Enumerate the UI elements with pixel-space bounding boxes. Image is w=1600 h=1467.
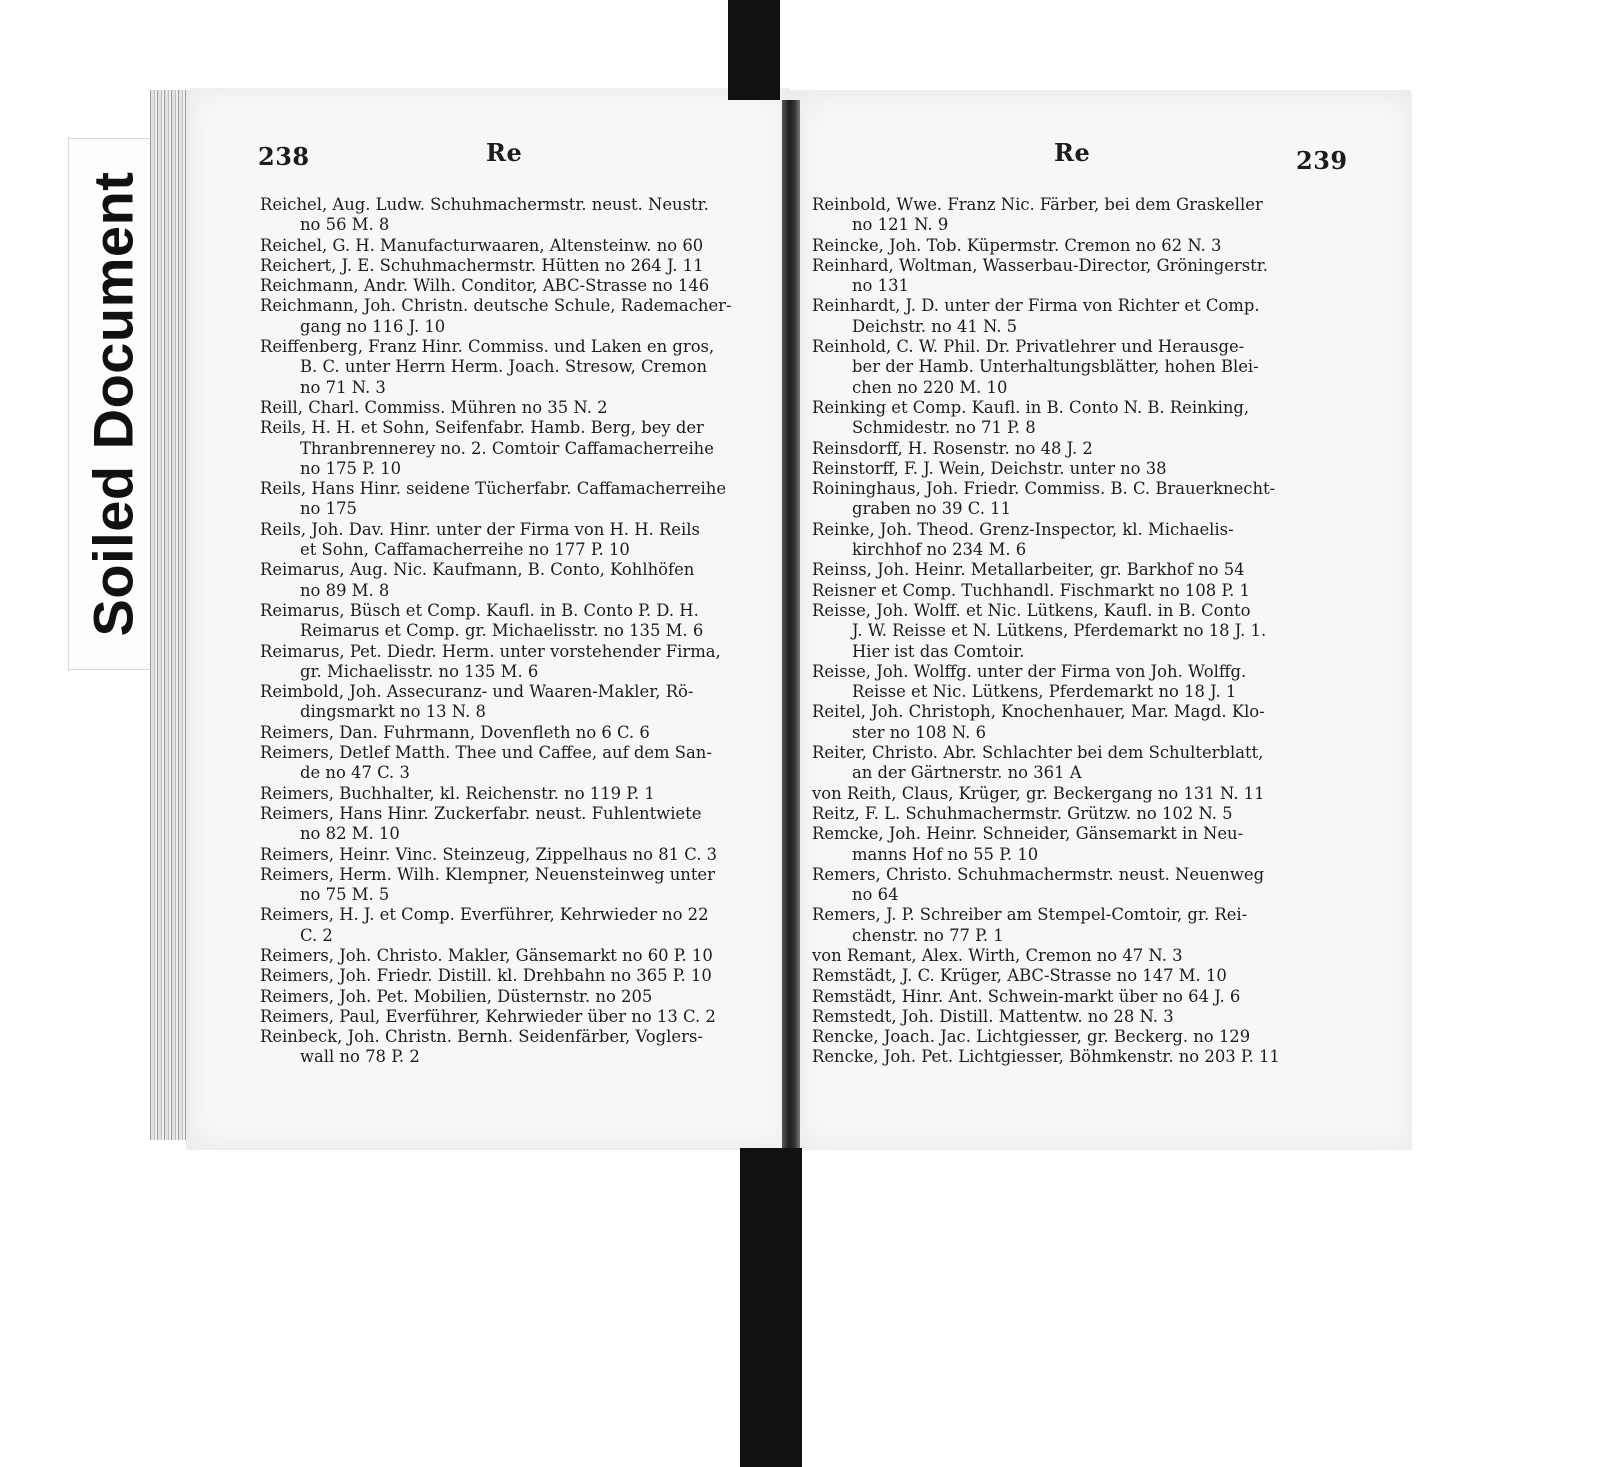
entry-line: Reitz, F. L. Schuhmachermstr. Grützw. no 102 N. 5: [812, 803, 1233, 823]
entry-line: Reichmann, Joh. Christn. deutsche Schule, Rademacher-: [260, 296, 732, 316]
entry-line: Reimers, Detlef Matth. Thee und Caffee, auf dem San-: [260, 743, 712, 763]
running-head-left: Re: [486, 138, 523, 167]
entry-line: Reiffenberg, Franz Hinr. Commiss. und Laken en gros,: [260, 337, 715, 357]
sticker-label: Soiled Document: [81, 171, 145, 637]
entry-line: Reinhold, C. W. Phil. Dr. Privatlehrer und Herausge-: [812, 337, 1245, 357]
entry-line: Reimarus, Aug. Nic. Kaufmann, B. Conto, Kohlhöfen: [260, 560, 695, 580]
entry-line: Reimers, H. J. et Comp. Everführer, Kehrwieder no 22: [260, 905, 709, 925]
entry-line: Reimers, Paul, Everführer, Kehrwieder über no 13 C. 2: [260, 1006, 716, 1026]
entry-line: Reimers, Hans Hinr. Zuckerfabr. neust. Fuhlentwiete: [260, 803, 702, 823]
entry-line: Remers, Christo. Schuhmachermstr. neust. Neuenweg: [812, 864, 1265, 884]
entry-line: dingsmarkt no 13 N. 8: [300, 702, 486, 722]
page-number-left: 238: [258, 142, 310, 171]
entry-line: de no 47 C. 3: [300, 763, 410, 783]
right-page: [800, 95, 1412, 1150]
entry-line: Reichel, G. H. Manufacturwaaren, Altensteinw. no 60: [260, 235, 704, 255]
left-page: [190, 88, 790, 1148]
entry-line: chen no 220 M. 10: [852, 377, 1008, 397]
entry-line: ster no 108 N. 6: [852, 722, 987, 742]
entry-line: Schmidestr. no 71 P. 8: [852, 418, 1036, 438]
entry-line: no 71 N. 3: [300, 377, 386, 397]
entry-line: Reincke, Joh. Tob. Küpermstr. Cremon no 62 N. 3: [812, 235, 1222, 255]
entry-line: Reinstorff, F. J. Wein, Deichstr. unter no 38: [812, 458, 1167, 478]
entry-line: Reimarus, Büsch et Comp. Kaufl. in B. Conto P. D. H.: [260, 600, 699, 620]
entry-line: et Sohn, Caffamacherreihe no 177 P. 10: [300, 540, 630, 560]
entry-line: Reichel, Aug. Ludw. Schuhmachermstr. neust. Neustr.: [260, 195, 709, 214]
entry-line: Reitel, Joh. Christoph, Knochenhauer, Mar. Magd. Klo-: [812, 702, 1265, 722]
entry-line: Reils, H. H. et Sohn, Seifenfabr. Hamb. Berg, bey der: [260, 418, 704, 438]
entry-line: Reinbeck, Joh. Christn. Bernh. Seidenfärber, Voglers-: [260, 1027, 703, 1047]
entry-line: Remstedt, Joh. Distill. Mattentw. no 28 N. 3: [812, 1006, 1174, 1026]
entry-line: Reiter, Christo. Abr. Schlachter bei dem Schulterblatt,: [812, 743, 1264, 763]
entry-line: no 75 M. 5: [300, 885, 390, 905]
entry-line: Reisner et Comp. Tuchhandl. Fischmarkt no 108 P. 1: [812, 580, 1250, 600]
entry-line: no 131: [852, 276, 909, 296]
entry-line: C. 2: [300, 925, 333, 945]
entry-line: Reils, Joh. Dav. Hinr. unter der Firma von H. H. Reils: [260, 519, 700, 539]
entry-line: Reinhard, Woltman, Wasserbau-Director, Gröningerstr.: [812, 255, 1268, 275]
entry-line: Reimers, Herm. Wilh. Klempner, Neuensteinweg unter: [260, 864, 715, 884]
entry-line: no 64: [852, 885, 899, 905]
entry-line: Reimers, Buchhalter, kl. Reichenstr. no 119 P. 1: [260, 783, 655, 803]
entry-line: Reinbold, Wwe. Franz Nic. Färber, bei dem Graskeller: [812, 195, 1263, 214]
entry-line: von Reith, Claus, Krüger, gr. Beckergang no 131 N. 11: [812, 783, 1265, 803]
spine-gutter: [782, 100, 800, 1150]
entry-line: Reinking et Comp. Kaufl. in B. Conto N. B. Reinking,: [812, 397, 1250, 417]
entry-line: Reinss, Joh. Heinr. Metallarbeiter, gr. Barkhof no 54: [812, 560, 1245, 580]
spine-bottom: [740, 1148, 802, 1467]
entry-line: manns Hof no 55 P. 10: [852, 844, 1039, 864]
entry-line: kirchhof no 234 M. 6: [852, 540, 1027, 560]
entry-line: Reimers, Joh. Christo. Makler, Gänsemarkt no 60 P. 10: [260, 945, 713, 965]
spine-top: [728, 0, 780, 100]
entry-line: Remcke, Joh. Heinr. Schneider, Gänsemarkt in Neu-: [812, 824, 1244, 844]
entry-line: gr. Michaelisstr. no 135 M. 6: [300, 661, 539, 681]
entry-line: Reichmann, Andr. Wilh. Conditor, ABC-Strasse no 146: [260, 276, 710, 296]
page-number-right: 239: [1296, 146, 1348, 175]
entry-list-left: [260, 195, 732, 1068]
entry-line: Reimarus, Pet. Diedr. Herm. unter vorstehender Firma,: [260, 641, 721, 661]
entry-line: Reils, Hans Hinr. seidene Tücherfabr. Caffamacherreihe: [260, 479, 727, 499]
entry-line: no 121 N. 9: [852, 215, 949, 235]
entry-line: no 89 M. 8: [300, 580, 390, 600]
entry-line: Reimers, Dan. Fuhrmann, Dovenfleth no 6 C. 6: [260, 722, 650, 742]
entry-line: Deichstr. no 41 N. 5: [852, 316, 1018, 336]
entry-line: Reill, Charl. Commiss. Mühren no 35 N. 2: [260, 397, 608, 417]
entry-line: Reisse, Joh. Wolff. et Nic. Lütkens, Kaufl. in B. Conto: [812, 600, 1251, 620]
entry-line: Remstädt, J. C. Krüger, ABC-Strasse no 147 M. 10: [812, 966, 1227, 986]
entry-line: no 56 M. 8: [300, 215, 390, 235]
entry-line: Reisse et Nic. Lütkens, Pferdemarkt no 18 J. 1: [852, 682, 1237, 702]
entry-line: Roininghaus, Joh. Friedr. Commiss. B. C. Brauerknecht-: [812, 479, 1276, 499]
entry-line: von Remant, Alex. Wirth, Cremon no 47 N. 3: [812, 945, 1183, 965]
entry-line: no 82 M. 10: [300, 824, 400, 844]
entry-line: Remstädt, Hinr. Ant. Schwein-markt über no 64 J. 6: [812, 986, 1241, 1006]
entry-line: Reisse, Joh. Wolffg. unter der Firma von Joh. Wolffg.: [812, 661, 1247, 681]
entry-line: B. C. unter Herrn Herm. Joach. Stresow, Cremon: [300, 357, 708, 377]
running-head-right: Re: [1054, 138, 1091, 167]
entry-line: Hier ist das Comtoir.: [852, 641, 1025, 661]
entry-line: Reichert, J. E. Schuhmachermstr. Hütten no 264 J. 11: [260, 255, 704, 275]
entry-line: Reimers, Heinr. Vinc. Steinzeug, Zippelhaus no 81 C. 3: [260, 844, 718, 864]
entry-line: Reinke, Joh. Theod. Grenz-Inspector, kl. Michaelis-: [812, 519, 1234, 539]
entry-line: Reimers, Joh. Pet. Mobilien, Düsternstr. no 205: [260, 986, 653, 1006]
entry-line: graben no 39 C. 11: [852, 499, 1011, 519]
entry-line: J. W. Reisse et N. Lütkens, Pferdemarkt no 18 J. 1.: [852, 621, 1267, 641]
entry-line: Reimers, Joh. Friedr. Distill. kl. Drehbahn no 365 P. 10: [260, 966, 712, 986]
sticker: [68, 138, 158, 670]
entry-line: Rencke, Joh. Pet. Lichtgiesser, Böhmkenstr. no 203 P. 11: [812, 1047, 1280, 1067]
entry-line: Reimbold, Joh. Assecuranz- und Waaren-Makler, Rö-: [260, 682, 694, 702]
entry-line: an der Gärtnerstr. no 361 A: [852, 763, 1082, 783]
entry-line: Reimarus et Comp. gr. Michaelisstr. no 135 M. 6: [300, 621, 704, 641]
entry-line: Rencke, Joach. Jac. Lichtgiesser, gr. Beckerg. no 129: [812, 1027, 1251, 1047]
entry-line: gang no 116 J. 10: [300, 316, 446, 336]
entry-line: no 175 P. 10: [300, 458, 402, 478]
entry-line: ber der Hamb. Unterhaltungsblätter, hohen Blei-: [852, 357, 1259, 377]
entry-line: chenstr. no 77 P. 1: [852, 925, 1004, 945]
entry-line: wall no 78 P. 2: [300, 1047, 420, 1067]
entry-line: no 175: [300, 499, 357, 519]
entry-line: Remers, J. P. Schreiber am Stempel-Comtoir, gr. Rei-: [812, 905, 1248, 925]
entry-line: Thranbrennerey no. 2. Comtoir Caffamacherreihe: [300, 438, 714, 458]
entry-list-right: [812, 195, 1280, 1068]
entry-line: Reinhardt, J. D. unter der Firma von Richter et Comp.: [812, 296, 1260, 316]
entry-line: Reinsdorff, H. Rosenstr. no 48 J. 2: [812, 438, 1093, 458]
